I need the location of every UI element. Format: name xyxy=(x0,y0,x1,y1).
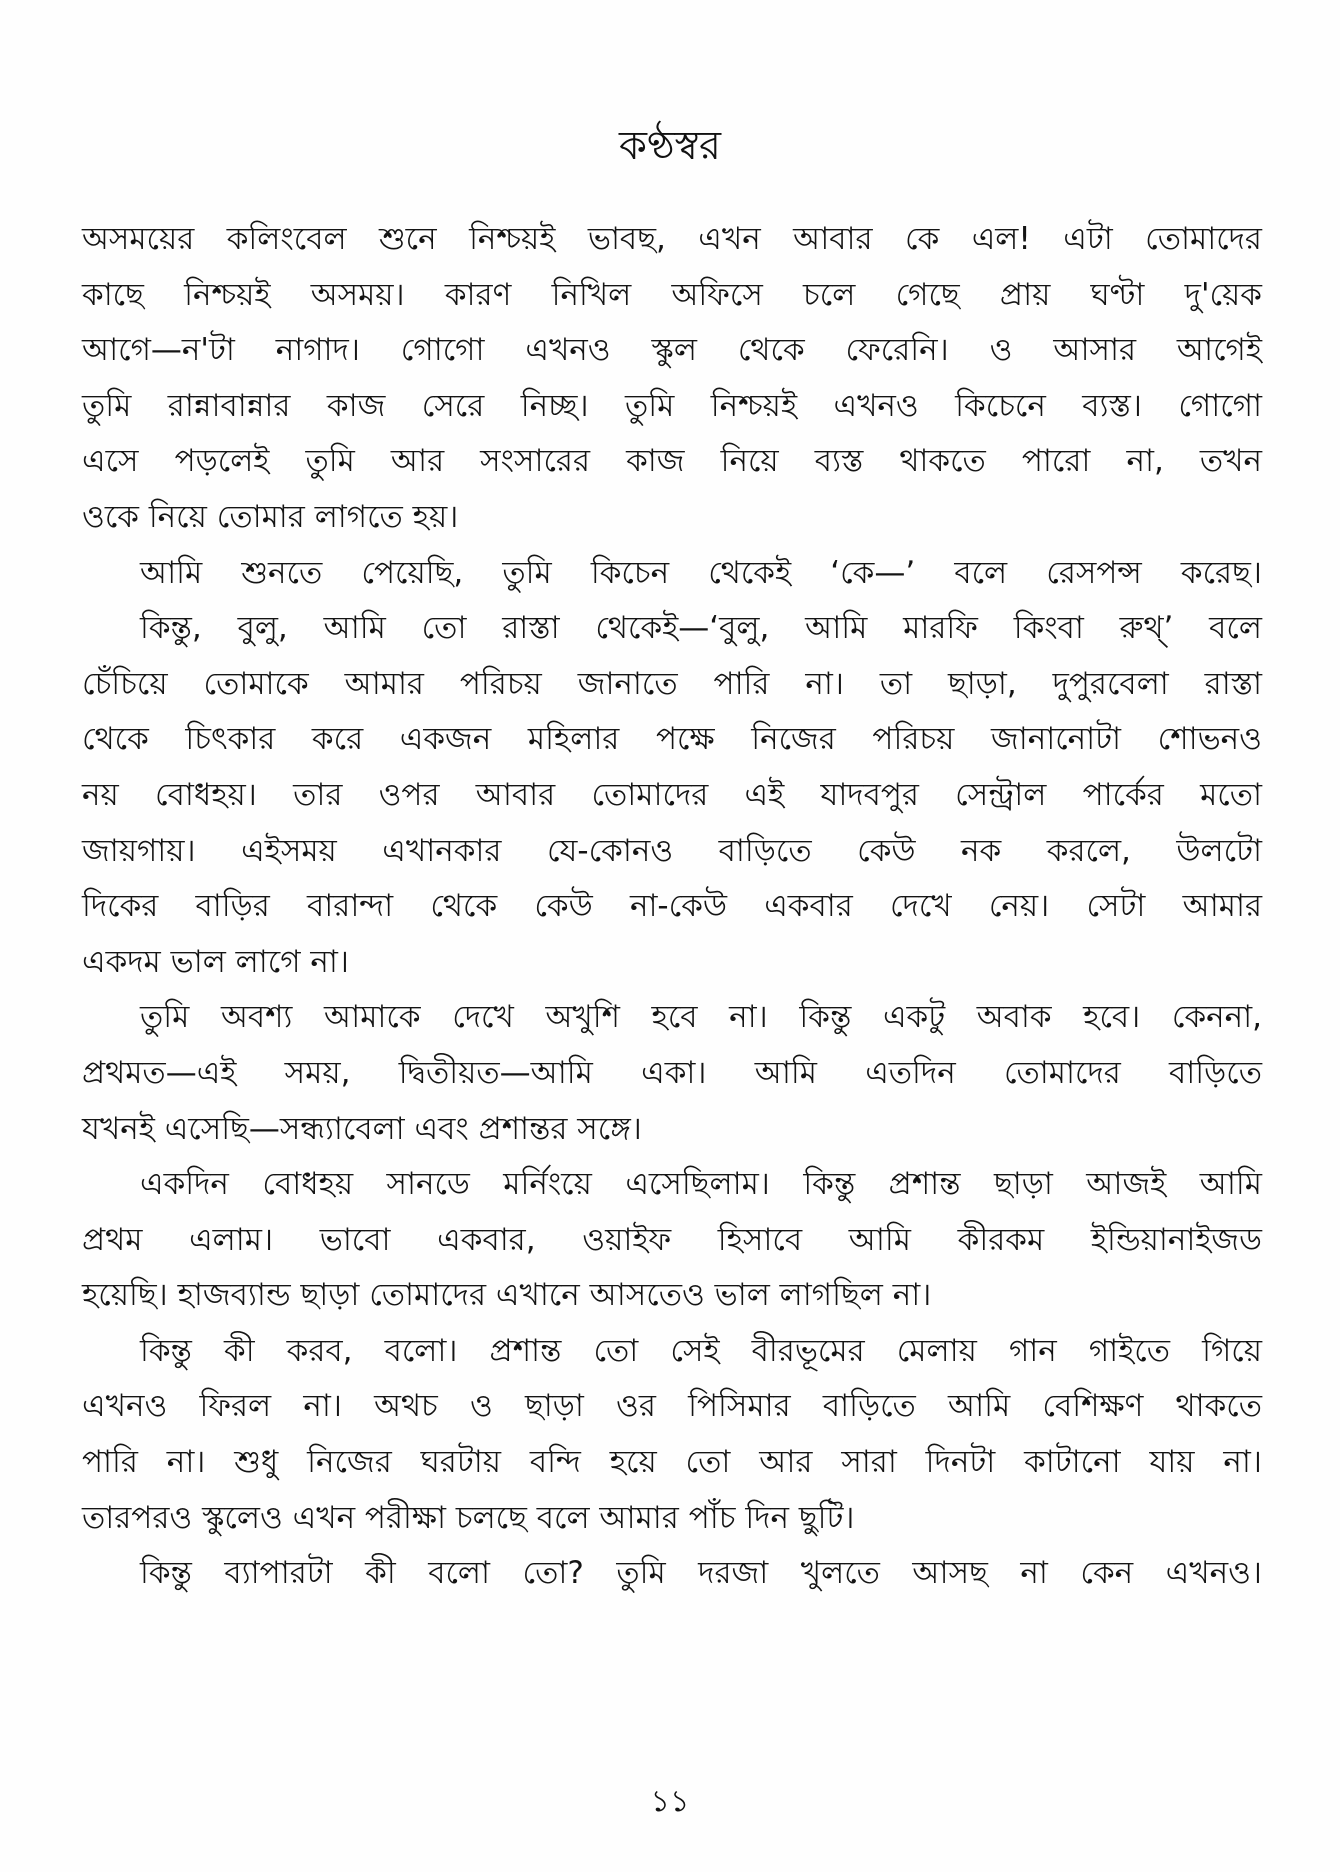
text-line: ওকে নিয়ে তোমার লাগতে হয়। xyxy=(82,498,459,535)
text-line: চেঁচিয়ে তোমাকে আমার পরিচয় জানাতে পারি না। তা ছাড়া, দুপুরবেলা রাস্তা xyxy=(82,665,1262,702)
text-line: কিন্তু কী করব, বলো। প্রশান্ত তো সেই বীরভূমের মেলায় গান গাইতে গিয়ে xyxy=(140,1332,1262,1369)
text-line: কিন্তু, বুলু, আমি তো রাস্তা থেকেই—‘বুলু, আমি মারফি কিংবা রুথ্’ বলে xyxy=(140,610,1262,647)
text-line: জায়গায়। এইসময় এখানকার যে-কোনও বাড়িতে কেউ নক করলে, উলটো xyxy=(82,832,1262,869)
text-line: তারপরও স্কুলেও এখন পরীক্ষা চলছে বলে আমার পাঁচ দিন ছুটি। xyxy=(82,1499,855,1536)
text-line: এসে পড়লেই তুমি আর সংসারের কাজ নিয়ে ব্যস্ত থাকতে পারো না, তখন xyxy=(82,443,1262,480)
body-text xyxy=(82,212,1262,1602)
text-line: তুমি রান্নাবান্নার কাজ সেরে নিচ্ছ। তুমি নিশ্চয়ই এখনও কিচেনে ব্যস্ত। গোগো xyxy=(82,387,1262,424)
text-line: থেকে চিৎকার করে একজন মহিলার পক্ষে নিজের পরিচয় জানানোটা শোভনও xyxy=(82,721,1262,758)
text-line: অসময়ের কলিংবেল শুনে নিশ্চয়ই ভাবছ, এখন আবার কে এল! এটা তোমাদের xyxy=(82,221,1262,257)
text-line: কাছে নিশ্চয়ই অসময়। কারণ নিখিল অফিসে চলে গেছে প্রায় ঘণ্টা দু'য়েক xyxy=(82,276,1262,313)
text-line: পারি না। শুধু নিজের ঘরটায় বন্দি হয়ে তো আর সারা দিনটা কাটানো যায় না। xyxy=(82,1444,1262,1481)
page-number: ১১ xyxy=(650,1784,690,1819)
text-line: নয় বোধহয়। তার ওপর আবার তোমাদের এই যাদবপুর সেন্ট্রাল পার্কের মতো xyxy=(82,776,1262,813)
text-line: যখনই এসেছি—সন্ধ্যাবেলা এবং প্রশান্তর সঙ্গে। xyxy=(82,1110,642,1147)
text-line: এখনও ফিরল না। অথচ ও ছাড়া ওর পিসিমার বাড়িতে আমি বেশিক্ষণ থাকতে xyxy=(82,1388,1262,1425)
text-line: প্রথমত—এই সময়, দ্বিতীয়ত—আমি একা। আমি এতদিন তোমাদের বাড়িতে xyxy=(82,1054,1262,1091)
text-line: আগে—ন'টা নাগাদ। গোগো এখনও স্কুল থেকে ফেরেনি। ও আসার আগেই xyxy=(82,332,1262,369)
text-line: হয়েছি। হাজব্যান্ড ছাড়া তোমাদের এখানে আসতেও ভাল লাগছিল না। xyxy=(82,1277,932,1314)
text-line: একদম ভাল লাগে না। xyxy=(82,943,349,980)
text-line: একদিন বোধহয় সানডে মর্নিংয়ে এসেছিলাম। কিন্তু প্রশান্ত ছাড়া আজই আমি xyxy=(140,1166,1262,1203)
chapter-title: কণ্ঠস্বর xyxy=(618,123,722,169)
text-line: দিকের বাড়ির বারান্দা থেকে কেউ না-কেউ একবার দেখে নেয়। সেটা আমার xyxy=(82,888,1262,925)
text-line: কিন্তু ব্যাপারটা কী বলো তো? তুমি দরজা খুলতে আসছ না কেন এখনও। xyxy=(140,1555,1262,1592)
text-line: আমি শুনতে পেয়েছি, তুমি কিচেন থেকেই ‘কে—’ বলে রেসপন্স করেছ। xyxy=(140,554,1262,591)
text-line: প্রথম এলাম। ভাবো একবার, ওয়াইফ হিসাবে আমি কীরকম ইন্ডিয়ানাইজড xyxy=(82,1221,1262,1258)
text-line: তুমি অবশ্য আমাকে দেখে অখুশি হবে না। কিন্তু একটু অবাক হবে। কেননা, xyxy=(140,999,1262,1036)
